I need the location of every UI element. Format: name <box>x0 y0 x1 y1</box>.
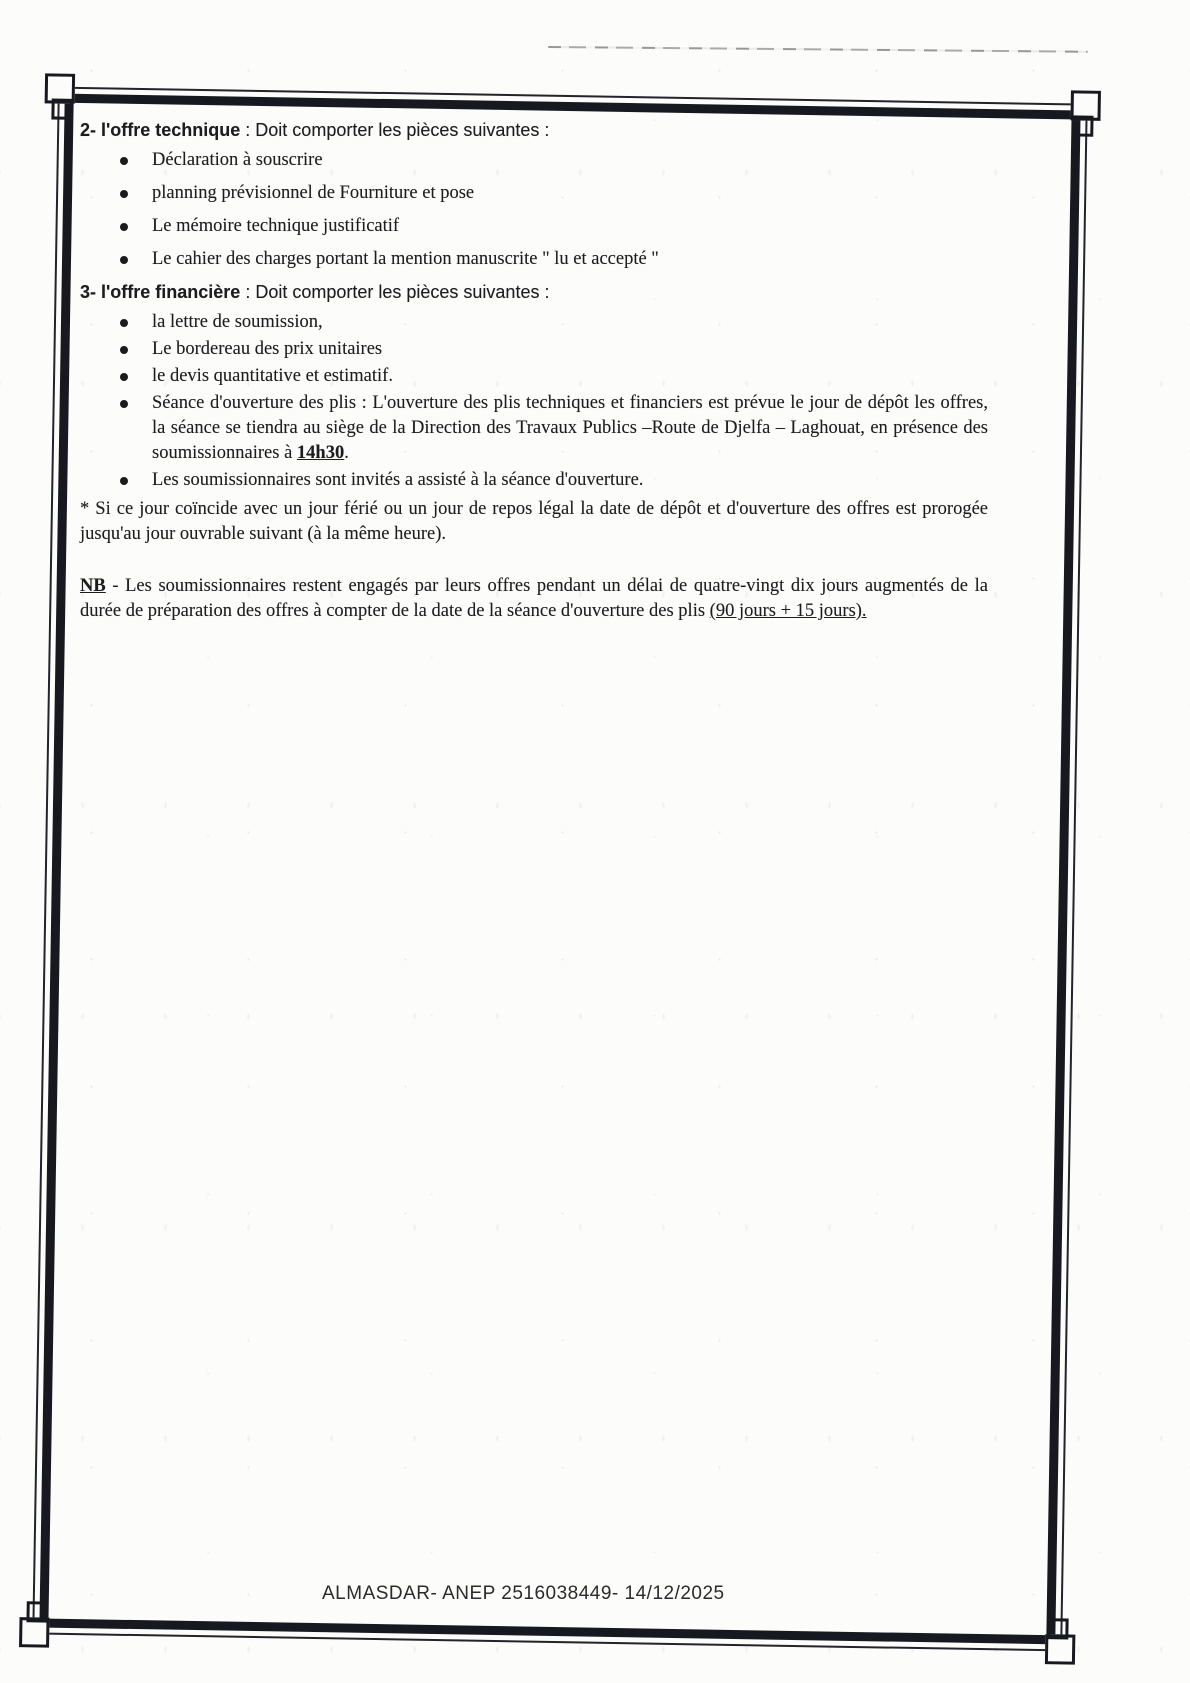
holiday-note: * Si ce jour coïncide avec un jour férié ou un jour de repos légal la date de dépôt et d'ouverture des offres est prorogée jusqu'au jour ouvrable suivant (à la même heure). <box>80 499 988 544</box>
corner-square-icon <box>1047 1618 1068 1639</box>
section-technique-heading <box>80 118 988 143</box>
section-financiere-number: 3- l'offre financière <box>80 282 241 302</box>
bullet-icon <box>120 346 128 354</box>
seance-text-before: Séance d'ouverture des plis : L'ouverture des plis techniques et financiers est prévue le jour de dépôt les offres, la séance se tiendra au siège de la Direction des Travaux Publics –Route de Djelfa – Laghouat, en présence des soumissionnaires à <box>152 393 988 463</box>
bullet-icon <box>120 400 128 408</box>
list-item-text: la lettre de soumission, <box>152 312 323 332</box>
nb-note <box>80 574 988 624</box>
section-financiere-heading <box>80 280 988 305</box>
section-technique-heading-rest: : Doit comporter les pièces suivantes : <box>240 120 550 140</box>
list-item-text: Déclaration à souscrire <box>152 150 323 170</box>
invitation-text: Les soumissionnaires sont invités a assisté à la séance d'ouverture. <box>152 470 644 490</box>
bullet-icon <box>120 190 128 198</box>
list-item <box>80 214 988 239</box>
section-financiere-heading-rest: : Doit comporter les pièces suivantes : <box>240 282 550 302</box>
nb-delay: (90 jours + 15 jours). <box>709 601 867 621</box>
list-item-text: Le mémoire technique justificatif <box>152 216 400 236</box>
corner-ornament-bottom-left <box>32 1590 77 1635</box>
corner-square-icon <box>51 98 72 119</box>
list-item <box>80 181 988 206</box>
seance-ouverture-text <box>152 391 988 466</box>
list-item <box>80 310 988 335</box>
nb-text: - Les soumissionnaires restent engagés par leurs offres pendant un délai de quatre-vingt dix jours augmentés de la durée de préparation des offres à compter de la date de la séance d'ouverture des plis <box>80 576 988 621</box>
bullet-icon <box>120 477 128 485</box>
list-item <box>80 364 988 389</box>
bullet-icon <box>120 223 128 231</box>
bullet-icon <box>120 256 128 264</box>
list-item-text: planning prévisionnel de Fourniture et pose <box>152 183 475 203</box>
list-item-text: Le cahier des charges portant la mention manuscrite " lu et accepté " <box>152 249 659 269</box>
technique-items-list <box>80 148 988 272</box>
anep-footer: ALMASDAR- ANEP 2516038449- 14/12/2025 <box>322 1583 725 1604</box>
bullet-icon <box>120 157 128 165</box>
list-item-text: Le bordereau des prix unitaires <box>152 339 383 359</box>
bullet-icon <box>120 319 128 327</box>
section-technique-number: 2- l'offre technique <box>80 120 241 140</box>
seance-time: 14h30 <box>296 443 345 463</box>
list-item <box>80 247 988 272</box>
nb-label: NB <box>80 576 106 596</box>
list-item <box>80 148 988 173</box>
corner-ornament-bottom-right <box>1018 1607 1063 1652</box>
list-item <box>80 337 988 362</box>
financiere-items-list <box>80 310 988 493</box>
seance-text-after: . <box>344 443 349 463</box>
list-item-invitation <box>80 468 988 493</box>
bullet-icon <box>120 373 128 381</box>
corner-ornament-top-right <box>1043 103 1088 148</box>
list-item-text: le devis quantitative et estimatif. <box>152 366 393 386</box>
document-content <box>80 118 988 624</box>
corner-square-icon <box>26 1601 47 1622</box>
scan-artifact-line <box>548 46 1088 53</box>
corner-square-icon <box>1072 115 1093 136</box>
list-item-seance-ouverture <box>80 391 988 466</box>
